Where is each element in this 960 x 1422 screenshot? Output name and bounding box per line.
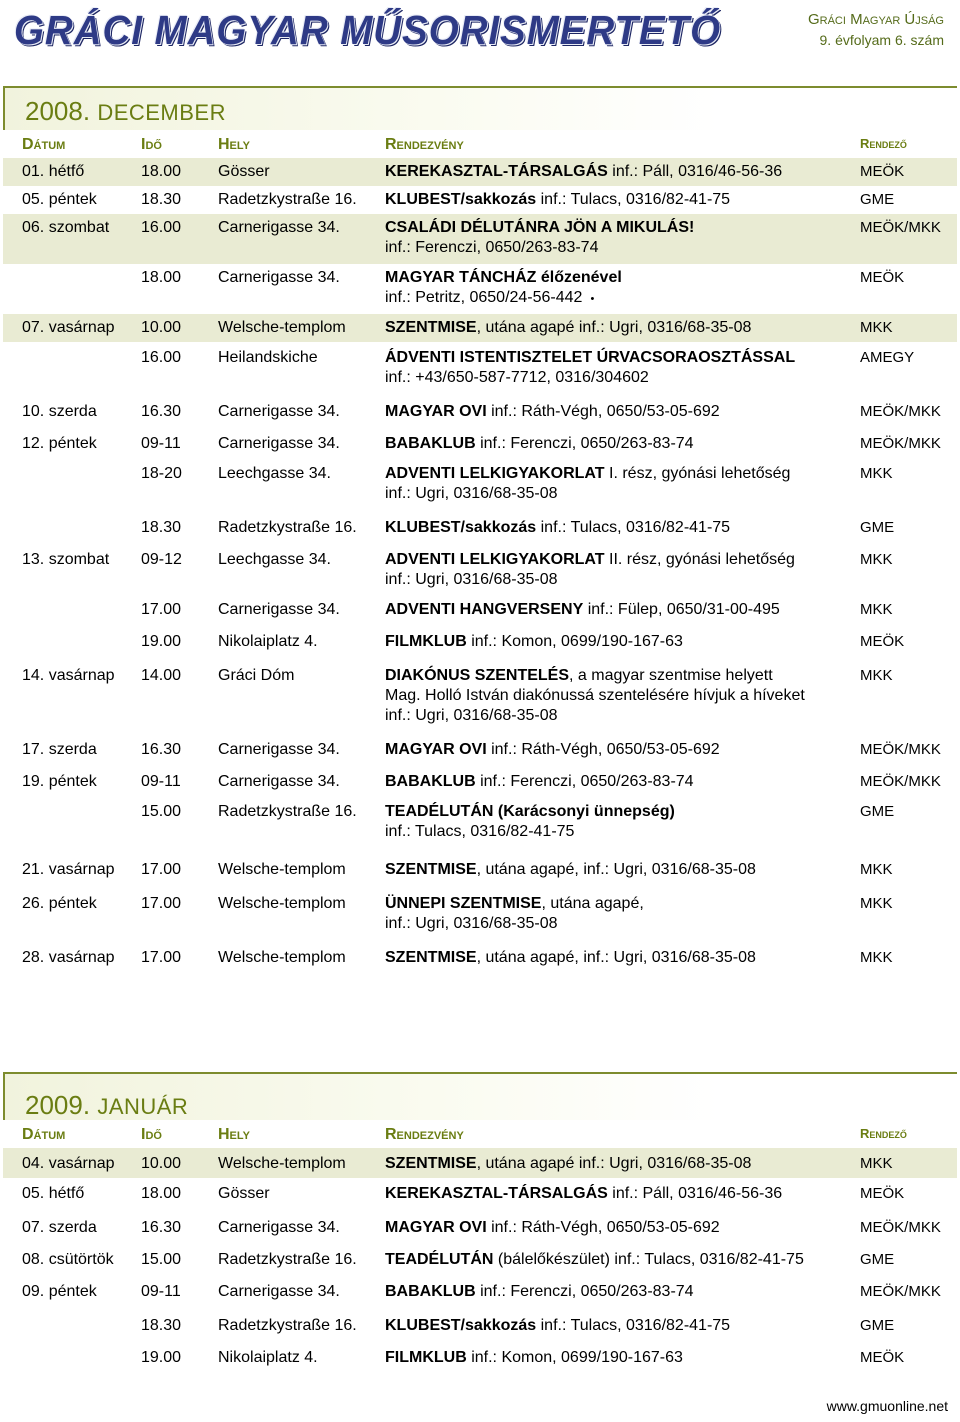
- month-year: 2008.: [25, 96, 91, 126]
- event-organizer: MKK: [860, 895, 893, 912]
- december-section: [3, 86, 957, 972]
- event-description: [385, 402, 857, 422]
- event-info: inf.: Páll, 0316/46-56-36: [607, 1185, 783, 1202]
- event-description: [385, 600, 857, 620]
- event-row: [3, 396, 957, 428]
- event-place: Radetzkystraße 16.: [218, 519, 357, 536]
- event-date: 08. csütörtök: [22, 1251, 114, 1268]
- event-row: [3, 264, 957, 314]
- event-place: Welsche-templom: [218, 861, 346, 878]
- event-time: 17.00: [141, 949, 182, 966]
- event-info: inf.: Ráth-Végh, 0650/53-05-692: [486, 403, 720, 420]
- event-description: [385, 1250, 857, 1270]
- event-organizer: GME: [860, 191, 895, 208]
- event-row: [3, 1342, 957, 1374]
- event-organizer: GME: [860, 1251, 895, 1268]
- event-place: Gösser: [218, 163, 270, 180]
- january-section: [3, 1072, 957, 1374]
- event-row: [3, 766, 957, 798]
- event-date: 13. szombat: [22, 551, 110, 568]
- event-description: [385, 1184, 857, 1204]
- event-place: Carnerigasse 34.: [218, 601, 340, 618]
- event-info: , utána agapé inf.: Ugri, 0316/68-35-08: [476, 319, 752, 336]
- event-info-line: inf.: Tulacs, 0316/82-41-75: [385, 823, 575, 840]
- event-organizer: MKK: [860, 1155, 893, 1172]
- event-place: Welsche-templom: [218, 1155, 346, 1172]
- event-time: 16.30: [141, 1219, 182, 1236]
- event-info-line: Mag. Holló István diakónussá szentelésére hívjuk a híveket: [385, 687, 805, 704]
- column-headers: [3, 130, 957, 158]
- event-time: 10.00: [141, 1155, 182, 1172]
- event-title: TEADÉLUTÁN: [385, 1251, 494, 1268]
- event-time: 15.00: [141, 803, 182, 820]
- event-date: 07. szerda: [22, 1219, 97, 1236]
- event-row: [3, 1178, 957, 1212]
- event-row: [3, 342, 957, 394]
- event-description: [385, 318, 857, 338]
- event-title: MAGYAR TÁNCHÁZ élőzenével: [385, 269, 622, 286]
- event-title: BABAKLUB: [385, 435, 476, 452]
- event-date: 09. péntek: [22, 1283, 97, 1300]
- event-place: Gráci Dóm: [218, 667, 295, 684]
- event-place: Carnerigasse 34.: [218, 1283, 340, 1300]
- event-date: 07. vasárnap: [22, 319, 115, 336]
- event-date: 19. péntek: [22, 773, 97, 790]
- event-title: ÁDVENTI ISTENTISZTELET ÚRVACSORAOSZTÁSSAL: [385, 349, 796, 366]
- event-time: 16.00: [141, 219, 182, 236]
- event-description: [385, 1218, 857, 1238]
- month-name: JANUÁR: [97, 1094, 189, 1119]
- event-place: Welsche-templom: [218, 949, 346, 966]
- event-time: 09-11: [141, 435, 181, 452]
- month-header: [3, 86, 957, 130]
- col-place: Hely: [218, 1126, 250, 1143]
- event-description: [385, 550, 857, 590]
- event-description: [385, 190, 857, 210]
- event-time: 09-11: [141, 1283, 181, 1300]
- event-row: [3, 942, 957, 972]
- event-description: [385, 268, 857, 309]
- event-time: 18.00: [141, 163, 182, 180]
- event-row: [3, 428, 957, 460]
- event-info-line: inf.: +43/650-587-7712, 0316/304602: [385, 369, 649, 386]
- event-info: , utána agapé, inf.: Ugri, 0316/68-35-08: [476, 949, 756, 966]
- event-organizer: MEÖK/MKK: [860, 219, 941, 236]
- event-time: 15.00: [141, 1251, 182, 1268]
- event-info-line: inf.: Ferenczi, 0650/263-83-74: [385, 239, 599, 256]
- event-time: 18.30: [141, 519, 182, 536]
- event-place: Welsche-templom: [218, 895, 346, 912]
- event-title: FILMKLUB: [385, 1349, 467, 1366]
- event-row: [3, 214, 957, 264]
- event-description: [385, 518, 857, 538]
- event-info: inf.: Fülep, 0650/31-00-495: [583, 601, 780, 618]
- col-time: Idő: [141, 1126, 162, 1143]
- event-info: , a magyar szentmise helyett: [569, 667, 773, 684]
- event-title: ADVENTI LELKIGYAKORLAT: [385, 551, 605, 568]
- event-title: MAGYAR OVI: [385, 741, 487, 758]
- event-place: Carnerigasse 34.: [218, 403, 340, 420]
- event-info: inf.: Tulacs, 0316/82-41-75: [536, 1317, 731, 1334]
- event-info-line: inf.: Ugri, 0316/68-35-08: [385, 571, 558, 588]
- event-date: 01. hétfő: [22, 163, 85, 180]
- event-place: Radetzkystraße 16.: [218, 1317, 357, 1334]
- event-organizer: MEÖK: [860, 633, 905, 650]
- publication-name: Gráci Magyar Újság: [807, 11, 944, 28]
- col-organizer: Rendező: [860, 136, 907, 151]
- event-description: [385, 860, 857, 880]
- event-date: 04. vasárnap: [22, 1155, 115, 1172]
- event-time: 18.00: [141, 1185, 182, 1202]
- event-info: inf.: Tulacs, 0316/82-41-75: [536, 191, 731, 208]
- january-rows: [3, 1148, 957, 1374]
- event-place: Carnerigasse 34.: [218, 1219, 340, 1236]
- event-row: [3, 660, 957, 734]
- event-place: Leechgasse 34.: [218, 551, 331, 568]
- event-organizer: MEÖK/MKK: [860, 403, 941, 420]
- event-description: [385, 894, 857, 934]
- event-organizer: GME: [860, 519, 895, 536]
- event-title: TEADÉLUTÁN (Karácsonyi ünnepség): [385, 803, 675, 820]
- event-time: 18-20: [141, 465, 182, 482]
- col-place: Hely: [218, 136, 250, 153]
- event-title: BABAKLUB: [385, 1283, 476, 1300]
- event-organizer: MKK: [860, 551, 893, 568]
- event-row: [3, 854, 957, 888]
- publication-info: [808, 10, 944, 50]
- event-row: [3, 544, 957, 596]
- event-description: [385, 162, 857, 182]
- bullet-mark: •: [590, 293, 595, 305]
- event-title: MAGYAR OVI: [385, 1219, 487, 1236]
- footer-url[interactable]: www.gmuonline.net: [826, 1398, 948, 1414]
- event-row: [3, 1148, 957, 1178]
- event-date: 06. szombat: [22, 219, 110, 236]
- event-date: 05. péntek: [22, 191, 97, 208]
- event-description: [385, 1282, 857, 1302]
- event-description: [385, 666, 857, 726]
- event-info: , utána agapé, inf.: Ugri, 0316/68-35-08: [476, 861, 756, 878]
- event-row: [3, 514, 957, 544]
- event-info: inf.: Komon, 0699/190-167-63: [466, 1349, 683, 1366]
- event-info-line: inf.: Ugri, 0316/68-35-08: [385, 915, 558, 932]
- month-title: [25, 1090, 188, 1121]
- event-time: 16.30: [141, 741, 182, 758]
- month-name: DECEMBER: [97, 100, 226, 125]
- event-organizer: MKK: [860, 601, 893, 618]
- event-time: 14.00: [141, 667, 182, 684]
- event-row: [3, 1276, 957, 1310]
- event-organizer: GME: [860, 1317, 895, 1334]
- event-place: Carnerigasse 34.: [218, 773, 340, 790]
- event-title: ADVENTI LELKIGYAKORLAT: [385, 465, 605, 482]
- event-description: [385, 348, 857, 388]
- event-organizer: GME: [860, 803, 895, 820]
- event-place: Carnerigasse 34.: [218, 219, 340, 236]
- event-title: CSALÁDI DÉLUTÁNRA JÖN A MIKULÁS!: [385, 219, 695, 236]
- event-row: [3, 158, 957, 186]
- event-info-line: inf.: Ugri, 0316/68-35-08: [385, 485, 558, 502]
- event-description: [385, 1154, 857, 1174]
- event-organizer: MKK: [860, 949, 893, 966]
- event-organizer: MEÖK: [860, 1349, 905, 1366]
- issue-number: 9. évfolyam 6. szám: [819, 32, 944, 48]
- event-time: 17.00: [141, 895, 182, 912]
- event-time: 16.00: [141, 349, 182, 366]
- event-time: 09-12: [141, 551, 182, 568]
- event-organizer: MKK: [860, 465, 893, 482]
- event-title: KEREKASZTAL-TÁRSALGÁS: [385, 163, 608, 180]
- month-title: [25, 96, 226, 127]
- event-organizer: AMEGY: [860, 349, 915, 366]
- event-title: BABAKLUB: [385, 773, 476, 790]
- event-place: Gösser: [218, 1185, 270, 1202]
- event-info: inf.: Ráth-Végh, 0650/53-05-692: [486, 741, 720, 758]
- col-date: Dátum: [22, 136, 66, 153]
- event-title: SZENTMISE: [385, 949, 477, 966]
- event-title: KLUBEST/sakkozás: [385, 1317, 537, 1334]
- event-info: inf.: Komon, 0699/190-167-63: [466, 633, 683, 650]
- event-info: inf.: Ferenczi, 0650/263-83-74: [475, 1283, 694, 1300]
- event-date: 14. vasárnap: [22, 667, 115, 684]
- event-title: ADVENTI HANGVERSENY: [385, 601, 584, 618]
- event-organizer: MEÖK/MKK: [860, 1219, 941, 1236]
- event-row: [3, 596, 957, 628]
- event-row: [3, 734, 957, 766]
- event-time: 09-11: [141, 773, 181, 790]
- col-time: Idő: [141, 136, 162, 153]
- column-headers: [3, 1120, 957, 1148]
- event-place: Nikolaiplatz 4.: [218, 1349, 318, 1366]
- event-title: MAGYAR OVI: [385, 403, 487, 420]
- event-organizer: MKK: [860, 861, 893, 878]
- event-organizer: MEÖK: [860, 163, 905, 180]
- event-info: I. rész, gyónási lehetőség: [604, 465, 791, 482]
- event-time: 17.00: [141, 601, 182, 618]
- event-place: Leechgasse 34.: [218, 465, 331, 482]
- col-event: Rendezvény: [385, 1126, 464, 1143]
- col-organizer: Rendező: [860, 1126, 907, 1141]
- event-date: 26. péntek: [22, 895, 97, 912]
- event-description: [385, 772, 857, 792]
- event-date: 12. péntek: [22, 435, 97, 452]
- event-row: [3, 1212, 957, 1244]
- event-info: , utána agapé inf.: Ugri, 0316/68-35-08: [476, 1155, 752, 1172]
- event-organizer: MKK: [860, 319, 893, 336]
- event-organizer: MKK: [860, 667, 893, 684]
- event-date: 10. szerda: [22, 403, 97, 420]
- event-info: inf.: Páll, 0316/46-56-36: [607, 163, 783, 180]
- event-title: SZENTMISE: [385, 319, 477, 336]
- event-description: [385, 1348, 857, 1368]
- event-info-line: inf.: Petritz, 0650/24-56-442: [385, 289, 583, 306]
- event-info: , utána agapé,: [541, 895, 644, 912]
- event-title: ÜNNEPI SZENTMISE: [385, 895, 542, 912]
- event-place: Carnerigasse 34.: [218, 269, 340, 286]
- event-organizer: MEÖK/MKK: [860, 1283, 941, 1300]
- event-date: 28. vasárnap: [22, 949, 115, 966]
- event-description: [385, 218, 857, 258]
- event-time: 19.00: [141, 633, 182, 650]
- event-title: KEREKASZTAL-TÁRSALGÁS: [385, 1185, 608, 1202]
- event-title: KLUBEST/sakkozás: [385, 519, 537, 536]
- event-row: [3, 888, 957, 942]
- event-time: 19.00: [141, 1349, 182, 1366]
- event-place: Radetzkystraße 16.: [218, 803, 357, 820]
- event-info: inf.: Ferenczi, 0650/263-83-74: [475, 435, 694, 452]
- event-time: 18.30: [141, 191, 182, 208]
- col-event: Rendezvény: [385, 136, 464, 153]
- event-info: inf.: Tulacs, 0316/82-41-75: [536, 519, 731, 536]
- event-description: [385, 740, 857, 760]
- event-place: Welsche-templom: [218, 319, 346, 336]
- event-info-line: inf.: Ugri, 0316/68-35-08: [385, 707, 558, 724]
- event-description: [385, 464, 857, 504]
- event-organizer: MEÖK: [860, 269, 905, 286]
- event-place: Carnerigasse 34.: [218, 741, 340, 758]
- event-place: Carnerigasse 34.: [218, 435, 340, 452]
- event-description: [385, 632, 857, 652]
- event-info: II. rész, gyónási lehetőség: [604, 551, 795, 568]
- event-place: Radetzkystraße 16.: [218, 191, 357, 208]
- event-date: 21. vasárnap: [22, 861, 115, 878]
- event-time: 17.00: [141, 861, 182, 878]
- event-organizer: MEÖK/MKK: [860, 435, 941, 452]
- event-row: [3, 460, 957, 514]
- event-time: 10.00: [141, 319, 182, 336]
- event-time: 18.00: [141, 269, 182, 286]
- event-row: [3, 314, 957, 342]
- col-date: Dátum: [22, 1126, 66, 1143]
- event-title: FILMKLUB: [385, 633, 467, 650]
- event-title: DIAKÓNUS SZENTELÉS: [385, 667, 570, 684]
- event-info: inf.: Ráth-Végh, 0650/53-05-692: [486, 1219, 720, 1236]
- event-info: inf.: Ferenczi, 0650/263-83-74: [475, 773, 694, 790]
- event-description: [385, 802, 857, 842]
- event-row: [3, 798, 957, 854]
- event-organizer: MEÖK/MKK: [860, 773, 941, 790]
- event-time: 16.30: [141, 403, 182, 420]
- event-title: SZENTMISE: [385, 861, 477, 878]
- event-row: [3, 628, 957, 660]
- december-rows: [3, 158, 957, 972]
- event-time: 18.30: [141, 1317, 182, 1334]
- event-organizer: MEÖK: [860, 1185, 905, 1202]
- event-title: KLUBEST/sakkozás: [385, 191, 537, 208]
- event-description: [385, 1316, 857, 1336]
- month-header: [3, 1072, 957, 1120]
- month-year: 2009.: [25, 1090, 91, 1120]
- event-organizer: MEÖK/MKK: [860, 741, 941, 758]
- event-row: [3, 1244, 957, 1276]
- event-place: Nikolaiplatz 4.: [218, 633, 318, 650]
- event-info: (bálelőkészület) inf.: Tulacs, 0316/82-41-75: [493, 1251, 804, 1268]
- event-row: [3, 1310, 957, 1342]
- event-description: [385, 434, 857, 454]
- event-place: Heilandskiche: [218, 349, 318, 366]
- event-date: 05. hétfő: [22, 1185, 85, 1202]
- event-description: [385, 948, 857, 968]
- event-row: [3, 186, 957, 214]
- event-place: Radetzkystraße 16.: [218, 1251, 357, 1268]
- banner-title: GRÁCI MAGYAR MŰSORISMERTETŐ: [14, 7, 721, 53]
- event-date: 17. szerda: [22, 741, 97, 758]
- event-title: SZENTMISE: [385, 1155, 477, 1172]
